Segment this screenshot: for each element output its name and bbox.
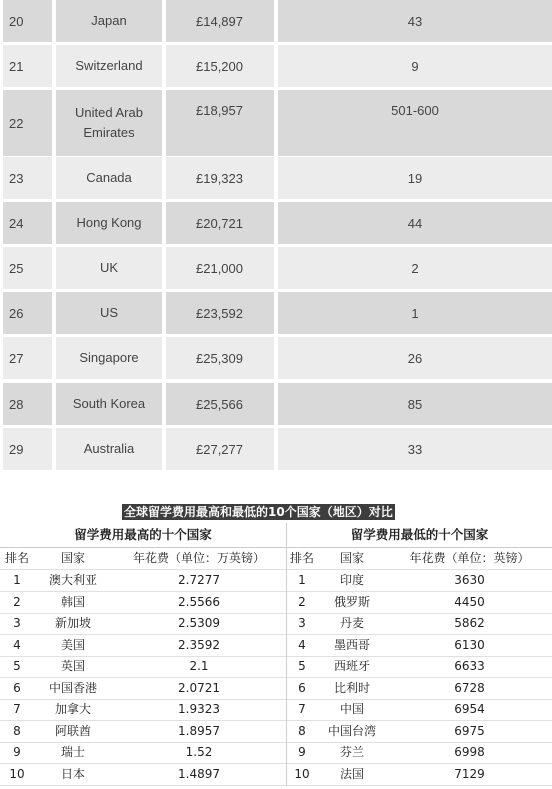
university-ranking-cell: 33 [278,428,552,470]
table-row [3,247,552,289]
country-cell: South Korea [56,383,162,425]
country-cell: 新加坡 [54,616,91,630]
table-row [3,428,552,470]
highest-header-row [0,548,286,570]
column-header-country: 国家 [339,551,364,565]
cost-cell: 2.5309 [178,616,220,630]
comparison-title: 全球留学费用最高和最低的10个国家（地区）对比 [124,505,393,519]
cost-cell: 2.3592 [178,637,220,652]
cost-cell: £20,721 [166,202,274,244]
cost-cell: 4450 [454,594,485,609]
cost-cell: £14,897 [166,0,274,42]
university-ranking-cell: 1 [278,292,552,334]
rank-cell: 24 [3,202,52,244]
university-ranking-cell: 2 [278,247,552,289]
comparison-table [0,523,552,786]
table-row [3,202,552,244]
table-row [287,613,552,635]
cost-cell: 6998 [454,745,485,759]
cost-cell: £25,309 [166,337,274,379]
cost-cell: 1.4897 [178,766,220,781]
cost-cell: £23,592 [166,292,274,334]
table-row [0,592,286,614]
rank-cell: 10 [294,766,310,781]
rank-cell: 25 [3,247,52,289]
university-ranking-cell: 501-600 [278,90,552,156]
country-cell: Japan [56,0,162,42]
rank-cell: 7 [13,702,21,716]
lowest-cost-heading: 留学费用最低的十个国家 [287,523,552,548]
table-row [287,764,552,786]
cost-cell: £21,000 [166,247,274,289]
country-cell: Canada [56,157,162,199]
table-row [287,721,552,743]
rank-cell: 5 [298,659,306,673]
table-row [3,90,552,156]
table-row [0,613,286,635]
country-cell: 阿联酋 [54,723,91,738]
country-cell: 芬兰 [339,745,364,759]
table-row [287,635,552,657]
rank-cell: 10 [9,766,25,781]
country-cell: 丹麦 [339,616,364,630]
university-ranking-cell: 85 [278,383,552,425]
country-cell: 中国香港 [48,680,97,695]
cost-cell: 2.7277 [178,573,220,587]
rank-cell: 2 [298,594,306,609]
country-cell: 加拿大 [54,702,91,716]
rank-cell: 6 [298,680,306,695]
country-cell: US [56,292,162,334]
column-header-cost: 年花费（单位：英镑） [409,551,530,565]
table-row [3,383,552,425]
table-row [287,656,552,678]
country-cell: 瑞士 [60,745,85,759]
rank-cell: 7 [298,702,306,716]
table-row [0,678,286,700]
rank-cell: 8 [13,723,21,738]
rank-cell: 3 [298,616,306,630]
cost-cell: £18,957 [166,90,274,156]
table-row [0,742,286,764]
rank-cell: 22 [3,90,52,156]
table-row [287,678,552,700]
rank-cell: 3 [13,616,21,630]
cost-cell: £19,323 [166,157,274,199]
rank-cell: 23 [3,157,52,199]
cost-cell: 5862 [454,616,485,630]
cost-cell: 1.8957 [178,723,220,738]
lowest-cost-section [287,523,552,786]
country-cell: 美国 [60,637,85,652]
university-ranking-cell: 9 [278,45,552,87]
table-row [287,592,552,614]
country-cell: 澳大利亚 [48,573,97,587]
country-cell: 西班牙 [333,659,370,673]
table-row [0,635,286,657]
country-cell: Singapore [56,337,162,379]
cost-cell: 2.1 [189,659,209,673]
rank-cell: 27 [3,337,52,379]
rank-cell: 9 [298,745,306,759]
cost-cell: 1.52 [185,745,213,759]
table-row [0,699,286,721]
table-row [3,157,552,199]
column-header-rank: 排名 [289,551,314,565]
cost-cell: 6130 [454,637,485,652]
lowest-header-row [287,548,552,570]
table-row [0,721,286,743]
rank-cell: 8 [298,723,306,738]
cost-cell: 1.9323 [178,702,220,716]
university-ranking-cell: 43 [278,0,552,42]
rank-cell: 9 [13,745,21,759]
country-cell: 法国 [339,766,364,781]
rank-cell: 26 [3,292,52,334]
cost-cell: 2.0721 [178,680,220,695]
rank-cell: 20 [3,0,52,42]
column-header-country: 国家 [60,551,85,565]
university-ranking-cell: 26 [278,337,552,379]
cost-cell: 6954 [454,702,485,716]
rank-cell: 1 [298,573,306,587]
cost-cell: £27,277 [166,428,274,470]
table-row [0,570,286,592]
column-header-rank: 排名 [4,551,29,565]
cost-cell: 3630 [454,573,485,587]
cost-cell: 7129 [454,766,485,781]
table-row [3,337,552,379]
country-cell: Australia [56,428,162,470]
rank-cell: 4 [298,637,306,652]
table-row [0,656,286,678]
country-cell: 韩国 [60,594,85,609]
table-row [287,699,552,721]
rank-cell: 4 [13,637,21,652]
cost-cell: 2.5566 [178,594,220,609]
highest-cost-section [0,523,286,786]
rank-cell: 5 [13,659,21,673]
country-cell: United Arab Emirates [56,90,162,156]
table-row [287,742,552,764]
country-cell: Hong Kong [56,202,162,244]
column-header-cost: 年花费（单位：万英镑） [132,551,265,565]
university-ranking-cell: 19 [278,157,552,199]
cost-cell: 6728 [454,680,485,695]
cost-cell: £15,200 [166,45,274,87]
highest-cost-heading: 留学费用最高的十个国家 [0,523,286,548]
rank-cell: 21 [3,45,52,87]
country-cell: UK [56,247,162,289]
cost-cell: 6975 [454,723,485,738]
country-cell: Switzerland [56,45,162,87]
table-row [3,292,552,334]
rank-cell: 2 [13,594,21,609]
country-cell: 俄罗斯 [333,594,370,609]
rank-cell: 1 [13,573,21,587]
country-cell: 中国台湾 [327,723,376,738]
country-cell: 比利时 [333,680,370,695]
country-cell: 墨西哥 [333,637,370,652]
table-row [287,570,552,592]
cost-cell: 6633 [454,659,485,673]
table-row [3,45,552,87]
rank-cell: 29 [3,428,52,470]
country-cell: 英国 [60,659,85,673]
country-cell: 印度 [339,573,364,587]
table-row [3,0,552,42]
cost-cell: £25,566 [166,383,274,425]
country-cell: 日本 [60,766,85,781]
rank-cell: 28 [3,383,52,425]
table-row [0,764,286,786]
university-ranking-cell: 44 [278,202,552,244]
country-cell: 中国 [339,702,364,716]
rank-cell: 6 [13,680,21,695]
